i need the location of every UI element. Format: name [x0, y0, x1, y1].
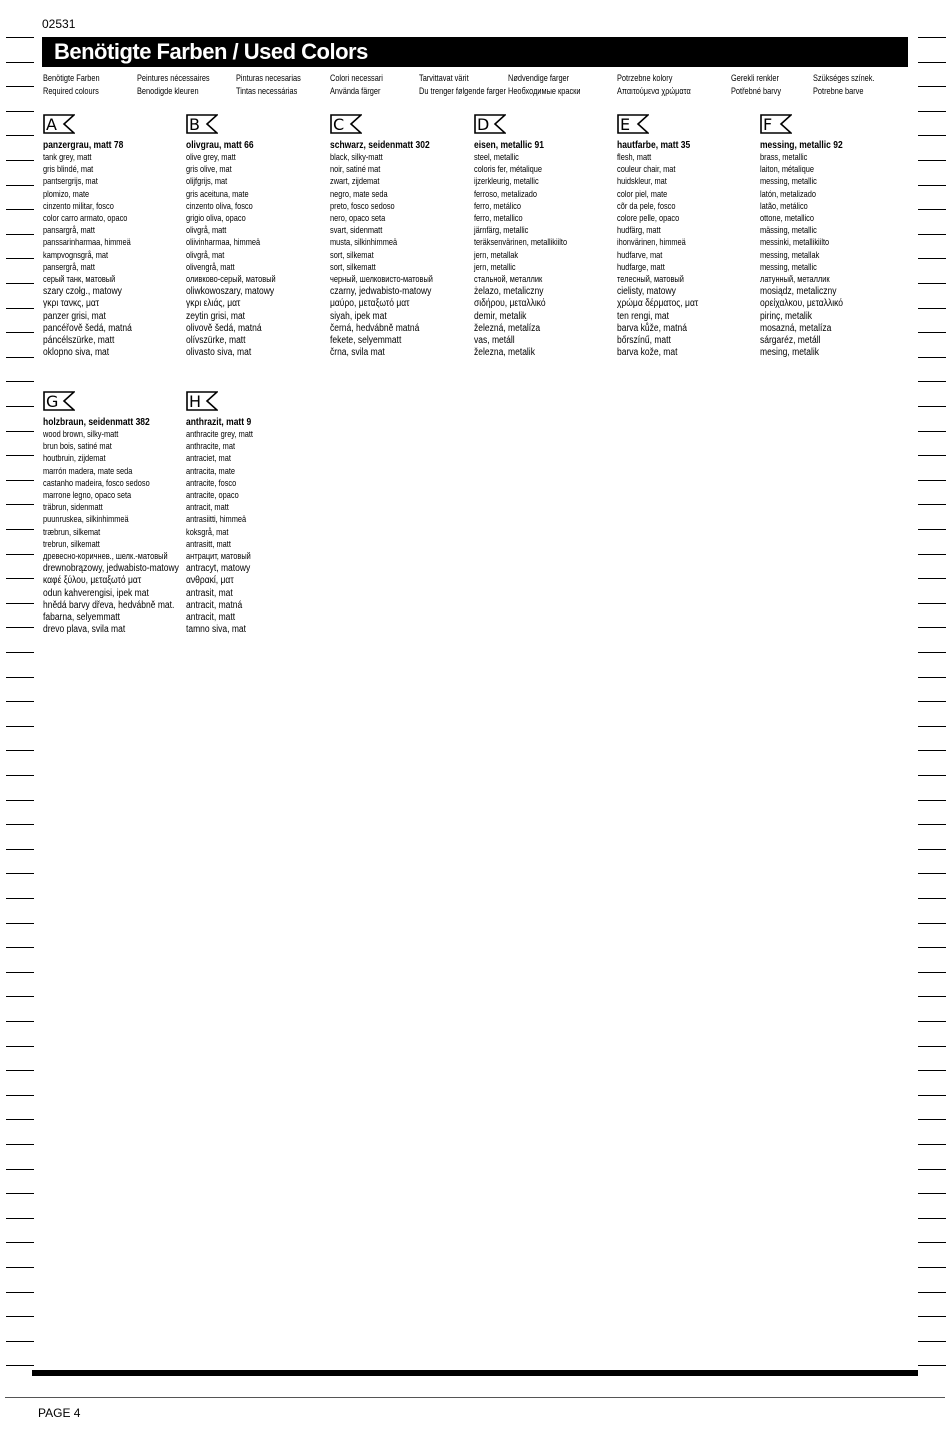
color-translation: fekete, selyemmatt	[330, 335, 402, 347]
margin-tick	[918, 1169, 946, 1170]
color-entry	[186, 114, 326, 359]
color-translation: ihonvärinen, himmeä	[617, 237, 686, 249]
margin-tick	[6, 283, 34, 284]
margin-tick	[6, 86, 34, 87]
margin-tick	[918, 1119, 946, 1120]
color-translation: messing, metallic	[760, 176, 817, 188]
margin-tick	[6, 258, 34, 259]
color-translation: olivasto siva, mat	[186, 347, 252, 359]
color-translation: żelazo, metaliczny	[474, 286, 544, 298]
lang-cell: Potrzebne kolory Απαιτούμενα χρώματα	[617, 73, 691, 96]
color-translation: antracite, fosco	[186, 477, 237, 489]
color-translation: olive grey, matt	[186, 152, 236, 163]
color-translation: træbrun, silkemat	[43, 526, 101, 538]
color-translation: fabarna, selyemmatt	[43, 612, 121, 624]
color-translation: flesh, matt	[617, 152, 652, 163]
color-translation: gris olive, mat	[186, 164, 232, 176]
color-translation: черный, шелковисто-матовый	[330, 274, 433, 286]
margin-tick	[6, 1144, 34, 1145]
margin-tick	[918, 1144, 946, 1145]
color-translation: ferroso, metalizado	[474, 188, 538, 200]
color-translation: negro, mate seda	[330, 188, 388, 200]
margin-tick	[6, 701, 34, 702]
margin-tick	[6, 677, 34, 678]
margin-tick	[6, 750, 34, 751]
color-letter-tag-icon	[43, 391, 75, 411]
margin-tick	[918, 554, 946, 555]
color-title: holzbraun, seidenmatt 382	[43, 417, 150, 428]
margin-tick	[918, 209, 946, 210]
margin-tick	[918, 1070, 946, 1071]
color-translation: color carro armato, opaco	[43, 213, 128, 225]
color-title: schwarz, seidenmatt 302	[330, 140, 430, 151]
color-entry	[760, 114, 900, 359]
margin-tick	[918, 283, 946, 284]
margin-tick	[918, 1095, 946, 1096]
color-translation: marrón madera, mate seda	[43, 465, 133, 477]
color-translation: latão, metálico	[760, 200, 808, 212]
margin-tick	[918, 750, 946, 751]
color-translation: mesing, metalik	[760, 347, 820, 359]
margin-tick	[6, 849, 34, 850]
banner-title: Benötigte Farben / Used Colors	[54, 39, 368, 64]
margin-tick	[918, 381, 946, 382]
color-translation: brun bois, satiné mat	[43, 441, 112, 453]
color-translation: серый танк, матовый	[43, 274, 116, 286]
margin-tick	[918, 86, 946, 87]
color-translation: siyah, ipek mat	[330, 310, 387, 322]
color-translation: латунный, металлик	[760, 274, 830, 286]
margin-tick	[6, 62, 34, 63]
color-entry	[330, 114, 470, 359]
margin-tick	[6, 800, 34, 801]
color-translation: drevo plava, svila mat	[43, 624, 126, 636]
color-translation: huidskleur, mat	[617, 176, 667, 188]
color-translation: oklopno siva, mat	[43, 347, 110, 359]
color-translation: антрацит, матовый	[186, 551, 251, 563]
margin-tick	[6, 726, 34, 727]
color-translation: olívszürke, matt	[186, 335, 246, 347]
color-translation: pansargrå, matt	[43, 225, 95, 237]
margin-tick	[6, 332, 34, 333]
color-letter: D	[477, 115, 490, 134]
margin-tick	[918, 62, 946, 63]
color-translation: messing, metallak	[760, 249, 820, 261]
color-translation: mosiądz, metaliczny	[760, 286, 837, 298]
color-title: anthrazit, matt 9	[186, 417, 252, 428]
color-translation: szary czołg., matowy	[43, 286, 122, 298]
margin-tick	[918, 258, 946, 259]
color-translation: castanho madeira, fosco sedoso	[43, 477, 150, 489]
color-translation: laiton, métalique	[760, 164, 814, 176]
bottom-rule	[32, 1370, 918, 1376]
color-translation: antracyt, matowy	[186, 563, 251, 575]
color-translation: noir, satiné mat	[330, 164, 381, 176]
margin-tick	[6, 234, 34, 235]
margin-tick	[918, 873, 946, 874]
color-translation: železna, metalik	[474, 347, 535, 359]
margin-tick	[6, 603, 34, 604]
color-translation: antracita, mate	[186, 465, 236, 477]
margin-tick	[918, 308, 946, 309]
color-translation: pansergrå, matt	[43, 261, 95, 273]
color-translation: γκρι τανκς, ματ	[43, 298, 100, 310]
color-translation: nero, opaco seta	[330, 213, 386, 225]
margin-tick	[6, 1070, 34, 1071]
color-translation: plomizo, mate	[43, 188, 90, 200]
color-translation: antracite, opaco	[186, 490, 239, 502]
margin-tick	[6, 873, 34, 874]
color-translation: χρώμα δέρματος, ματ	[617, 298, 699, 310]
margin-tick	[918, 972, 946, 973]
margin-tick	[6, 1267, 34, 1268]
color-translation: gris blindé, mat	[43, 164, 94, 176]
color-translation: svart, sidenmatt	[330, 225, 383, 237]
color-translation: оливково-серый, матовый	[186, 274, 276, 286]
color-translation: černá, hedvábně matná	[330, 322, 420, 334]
margin-tick	[918, 578, 946, 579]
color-translation: cinzento militar, fosco	[43, 200, 114, 212]
color-letter-tag-icon	[760, 114, 792, 134]
color-translation: olivengrå, matt	[186, 261, 235, 273]
lang-cell: Benötigte Farben Required colours	[43, 73, 100, 96]
color-letter: B	[189, 115, 200, 134]
color-translation: musta, silkinhimmeä	[330, 237, 398, 249]
color-translation: pirinç, metalik	[760, 310, 812, 322]
lang-cell: Tarvittavat värit Du trenger følgende farger	[419, 73, 506, 96]
color-translation: demir, metalik	[474, 310, 527, 322]
color-translation: oliivinharmaa, himmeä	[186, 237, 261, 249]
margin-tick	[918, 111, 946, 112]
margin-tick	[918, 923, 946, 924]
margin-tick	[6, 824, 34, 825]
margin-tick	[918, 1292, 946, 1293]
color-letter-tag-icon	[617, 114, 649, 134]
margin-tick	[6, 160, 34, 161]
color-letter: H	[189, 392, 202, 411]
color-translation: anthracite grey, matt	[186, 429, 253, 440]
margin-tick	[6, 1193, 34, 1194]
footer-rule	[5, 1397, 945, 1398]
margin-tick	[6, 1169, 34, 1170]
color-entry	[43, 391, 183, 636]
color-translation: brass, metallic	[760, 152, 808, 163]
color-translation: hudfarge, matt	[617, 261, 665, 273]
margin-tick	[6, 1365, 34, 1366]
margin-tick	[918, 824, 946, 825]
color-translation: cõr da pele, fosco	[617, 200, 676, 212]
color-translation: olivgrå, mat	[186, 249, 225, 261]
color-translation: kampvognsgrå, mat	[43, 249, 109, 261]
margin-tick	[6, 111, 34, 112]
color-translation: телесный, матовый	[617, 274, 684, 286]
page-number: PAGE 4	[38, 1406, 81, 1420]
color-letter-tag-icon	[186, 114, 218, 134]
margin-tick	[6, 209, 34, 210]
margin-tick	[918, 1193, 946, 1194]
color-translation: ανθρακί, ματ	[186, 575, 234, 587]
margin-tick	[6, 1119, 34, 1120]
lang-cell: Peintures nécessaires Benodigde kleuren	[137, 73, 210, 96]
margin-tick	[918, 1218, 946, 1219]
color-letter: G	[46, 392, 59, 411]
margin-tick	[6, 504, 34, 505]
color-translation: cielisty, matowy	[617, 286, 676, 298]
margin-tick	[918, 1267, 946, 1268]
color-translation: träbrun, sidenmatt	[43, 502, 103, 514]
margin-tick	[918, 431, 946, 432]
color-translation: bőrszínű, matt	[617, 335, 671, 347]
margin-tick	[918, 504, 946, 505]
color-translation: olivově šedá, matná	[186, 322, 262, 334]
margin-tick	[6, 185, 34, 186]
color-translation: pantsergrijs, mat	[43, 176, 98, 188]
margin-tick	[918, 357, 946, 358]
margin-tick	[6, 1292, 34, 1293]
color-translation: antrasit, mat	[186, 587, 233, 599]
color-translation: antrasiitti, himmeä	[186, 514, 247, 526]
color-translation: trebrun, silkematt	[43, 538, 100, 550]
margin-tick	[918, 1046, 946, 1047]
margin-tick	[6, 381, 34, 382]
color-translation: järnfärg, metallic	[474, 225, 529, 237]
color-translation: σιδήρου, μεταλλικό	[474, 298, 546, 310]
margin-tick	[918, 652, 946, 653]
margin-tick	[918, 603, 946, 604]
color-translation: wood brown, silky-matt	[43, 429, 119, 440]
color-translation: antrasitt, matt	[186, 538, 231, 550]
color-translation: γκρι ελιάς, ματ	[186, 298, 241, 310]
margin-tick	[6, 1095, 34, 1096]
margin-tick	[918, 627, 946, 628]
color-translation: páncélszürke, matt	[43, 335, 115, 347]
color-translation: sort, silkemat	[330, 249, 374, 261]
color-translation: μαύρο, μεταξωτό ματ	[330, 298, 410, 310]
color-translation: olivgrå, matt	[186, 225, 227, 237]
color-title: olivgrau, matt 66	[186, 140, 254, 151]
color-translation: древесно-коричнев., шелк.-матовый	[43, 551, 168, 563]
margin-tick	[918, 775, 946, 776]
color-translation: cinzento oliva, fosco	[186, 200, 253, 212]
color-entry	[186, 391, 326, 636]
color-translation: barva kůže, matná	[617, 322, 687, 334]
color-translation: tank grey, matt	[43, 152, 92, 163]
margin-tick	[918, 1341, 946, 1342]
margin-tick	[918, 185, 946, 186]
color-title: messing, metallic 92	[760, 140, 843, 151]
margin-tick	[6, 1242, 34, 1243]
color-translation: črna, svila mat	[330, 347, 385, 359]
margin-tick	[6, 652, 34, 653]
color-translation: messing, metallic	[760, 261, 817, 273]
margin-tick	[6, 1341, 34, 1342]
lang-cell: Szükséges színek. Potrebne barve	[813, 73, 875, 96]
color-translation: odun kahverengisi, ipek mat	[43, 587, 149, 599]
color-translation: zeytin grisi, mat	[186, 310, 246, 322]
color-translation: color piel, mate	[617, 188, 668, 200]
margin-tick	[6, 972, 34, 973]
color-translation: teräksenvärinen, metallikiilto	[474, 237, 568, 249]
color-translation: gris aceituna, mate	[186, 188, 249, 200]
margin-tick	[6, 1218, 34, 1219]
color-translation: preto, fosco sedoso	[330, 200, 395, 212]
lang-cell: Gerekli renkler Potřebné barvy	[731, 73, 782, 96]
color-translation: καφέ ξύλου, μεταξωτό ματ	[43, 575, 142, 587]
color-title: panzergrau, matt 78	[43, 140, 124, 151]
color-letter: C	[333, 115, 345, 134]
color-translation: ferro, metallico	[474, 213, 523, 225]
color-letter: E	[620, 115, 631, 134]
color-letter-tag-icon	[186, 391, 218, 411]
color-translation: ferro, metálico	[474, 200, 521, 212]
color-translation: zwart, zijdemat	[330, 176, 380, 188]
color-letter-tag-icon	[474, 114, 506, 134]
margin-tick	[6, 1021, 34, 1022]
margin-tick	[918, 234, 946, 235]
color-translation: antracit, matt	[186, 612, 236, 624]
color-translation: ijzerkleurig, metallic	[474, 176, 539, 188]
color-translation: anthracite, mat	[186, 441, 236, 453]
margin-tick	[6, 308, 34, 309]
margin-tick	[918, 726, 946, 727]
color-translation: hudfarve, mat	[617, 249, 663, 261]
margin-tick	[918, 332, 946, 333]
color-translation: koksgrå, mat	[186, 526, 229, 538]
margin-tick	[918, 529, 946, 530]
margin-tick	[918, 677, 946, 678]
margin-tick	[6, 37, 34, 38]
color-letter-tag-icon	[43, 114, 75, 134]
color-translation: sárgaréz, metáll	[760, 335, 821, 347]
margin-tick	[918, 898, 946, 899]
margin-tick	[918, 480, 946, 481]
margin-tick	[918, 849, 946, 850]
color-translation: panzer grisi, mat	[43, 310, 106, 322]
margin-tick	[6, 529, 34, 530]
color-translation: jern, metallak	[474, 249, 519, 261]
color-translation: hnědá barvy dřeva, hedvábně mat.	[43, 599, 175, 611]
color-entry	[474, 114, 614, 359]
margin-tick	[6, 480, 34, 481]
margin-tick	[6, 455, 34, 456]
margin-tick	[918, 996, 946, 997]
color-entry	[617, 114, 757, 359]
margin-tick	[918, 160, 946, 161]
margin-tick	[6, 431, 34, 432]
margin-tick	[918, 947, 946, 948]
margin-tick	[918, 455, 946, 456]
color-translation: barva kože, mat	[617, 347, 678, 359]
color-translation: pancéřově šedá, matná	[43, 322, 132, 334]
margin-tick	[6, 1316, 34, 1317]
margin-tick	[918, 800, 946, 801]
margin-tick	[6, 406, 34, 407]
margin-tick	[6, 554, 34, 555]
lang-cell: Pinturas necesarias Tintas necessárias	[236, 73, 301, 96]
color-translation: houtbruin, zijdemat	[43, 453, 106, 465]
lang-cell: Nødvendige farger Необходимые краски	[508, 73, 581, 96]
margin-tick	[6, 627, 34, 628]
color-translation: olijfgrijs, mat	[186, 176, 228, 188]
color-letter: F	[763, 115, 773, 134]
color-translation: hudfärg, matt	[617, 225, 661, 237]
margin-tick	[6, 357, 34, 358]
color-title: hautfarbe, matt 35	[617, 140, 691, 151]
color-letter-tag-icon	[330, 114, 362, 134]
margin-tick	[6, 947, 34, 948]
color-translation: стальной, металлик	[474, 274, 543, 286]
color-translation: ottone, metallico	[760, 213, 814, 225]
margin-tick	[6, 775, 34, 776]
color-title: eisen, metallic 91	[474, 140, 544, 151]
margin-tick	[918, 1242, 946, 1243]
color-translation: czarny, jedwabisto-matowy	[330, 286, 432, 298]
color-translation: antracit, matná	[186, 599, 243, 611]
margin-tick	[6, 898, 34, 899]
color-translation: sort, silkematt	[330, 261, 376, 273]
margin-tick	[918, 701, 946, 702]
margin-tick	[918, 37, 946, 38]
margin-tick	[918, 1021, 946, 1022]
color-translation: latón, metalizado	[760, 188, 817, 200]
color-translation: tamno siva, mat	[186, 624, 247, 636]
color-translation: puunruskea, silkinhimmeä	[43, 514, 129, 526]
color-translation: antraciet, mat	[186, 453, 231, 465]
document-code: 02531	[42, 17, 76, 31]
color-letter: A	[46, 115, 57, 134]
margin-tick	[6, 135, 34, 136]
color-translation: grigio oliva, opaco	[186, 213, 246, 225]
margin-tick	[6, 578, 34, 579]
color-translation: couleur chair, mat	[617, 164, 676, 176]
banner	[42, 37, 908, 67]
color-translation: coloris fer, métalique	[474, 164, 542, 176]
color-entry	[43, 114, 183, 359]
color-translation: antracit, matt	[186, 502, 229, 514]
margin-tick	[6, 996, 34, 997]
margin-tick	[918, 1365, 946, 1366]
margin-tick	[918, 1316, 946, 1317]
color-translation: jern, metallic	[474, 261, 516, 273]
color-translation: colore pelle, opaco	[617, 213, 680, 225]
margin-tick	[918, 406, 946, 407]
color-translation: ορείχαλκου, μεταλλικό	[760, 298, 843, 310]
color-translation: mosazná, metalíza	[760, 322, 832, 334]
lang-cell: Colori necessari Använda färger	[330, 73, 383, 96]
color-translation: ten rengi, mat	[617, 310, 669, 322]
color-translation: marrone legno, opaco seta	[43, 490, 132, 502]
color-translation: panssarinharmaa, himmeä	[43, 237, 131, 249]
margin-tick	[918, 135, 946, 136]
color-translation: železná, metalíza	[474, 322, 541, 334]
margin-tick	[6, 1046, 34, 1047]
color-translation: vas, metáll	[474, 335, 515, 347]
color-translation: oliwkowoszary, matowy	[186, 286, 275, 298]
color-translation: drewnobrązowy, jedwabisto-matowy	[43, 563, 179, 575]
color-translation: black, silky-matt	[330, 152, 383, 163]
color-translation: messinki, metallikiilto	[760, 237, 830, 249]
color-translation: steel, metallic	[474, 152, 519, 163]
color-translation: mässing, metallic	[760, 225, 817, 237]
margin-tick	[6, 923, 34, 924]
